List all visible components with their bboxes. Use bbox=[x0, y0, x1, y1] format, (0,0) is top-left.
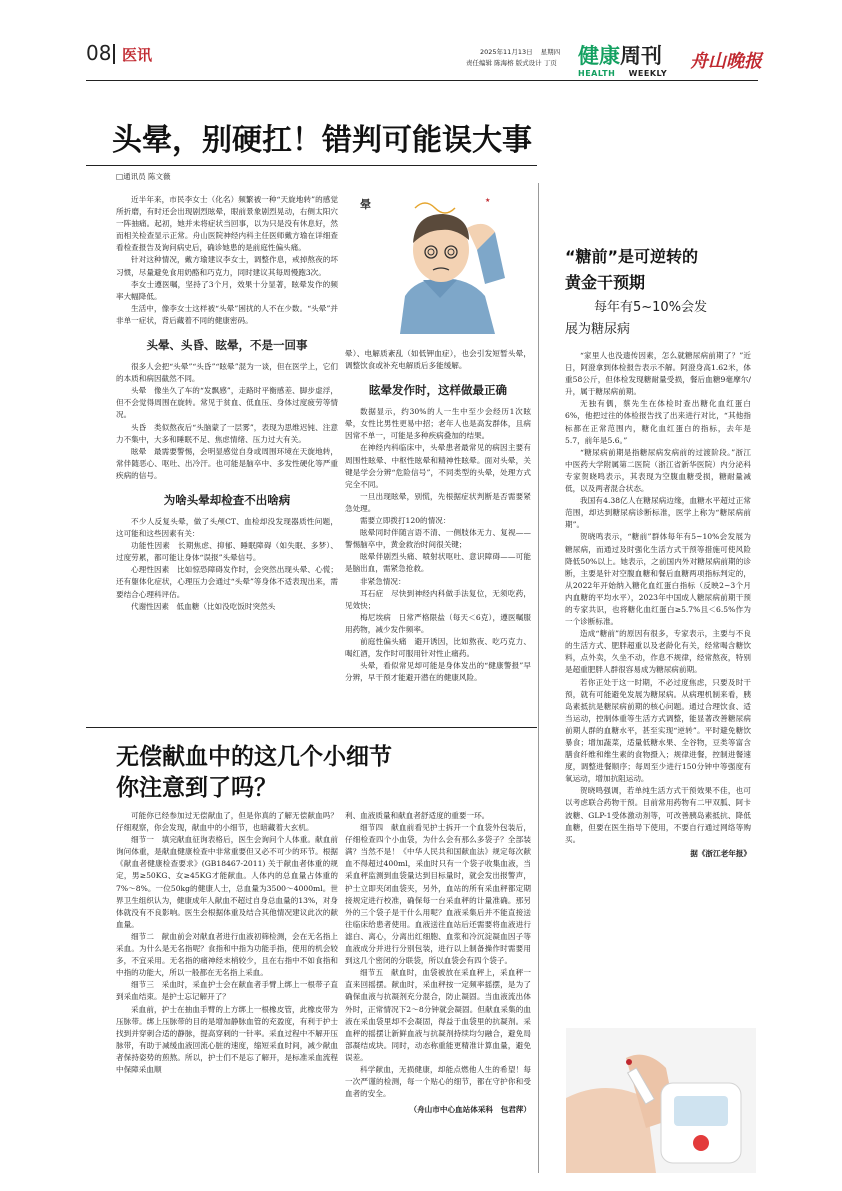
sidebar-source: 据《浙江老年报》 bbox=[690, 848, 751, 858]
article1-byline: □通讯员 陈文薇 bbox=[116, 172, 171, 181]
article1-paragraph: 眩晕 最需要警惕，会明显感觉自身或周围环境在天旋地转，常伴随恶心、呕吐、出冷汗。也可能是脑卒中、多发性硬化等严重疾病的信号。 bbox=[116, 446, 338, 480]
article1-paragraph: 梅尼埃病 日常严格限盐（每天＜6克），遵医嘱服用药物，减少发作频率。 bbox=[345, 612, 531, 634]
sidebar-body bbox=[565, 350, 751, 860]
svg-text:★: ★ bbox=[485, 197, 491, 204]
article1-paragraph: 眩晕同时伴随言语不清、一侧肢体无力、复视——警惕脑卒中，黄金救治时间很关键； bbox=[345, 528, 531, 550]
article1-paragraph: 耳石症 尽快到神经内科做手法复位，无须吃药，见效快； bbox=[345, 588, 531, 610]
brand-en bbox=[578, 69, 667, 78]
article1-paragraph: 功能性因素 长期焦虑、抑郁、睡眠障碍（如失眠、多梦）、过度劳累，都可能让身体“误报”头晕信号。 bbox=[116, 541, 338, 563]
article1-paragraph: 在神经内科临床中，头晕患者最常见的病因主要有周围性眩晕、中枢性眩晕和精神性眩晕。面对头晕，关键是学会分辨“危险信号”，不同类型的头晕，处理方式完全不同。 bbox=[345, 443, 531, 489]
article1-col2 bbox=[345, 348, 531, 684]
article2-paragraph: 细节三 采血时，采血护士会在献血者手臂上绑上一根带子直到采血结束。是护士忘记解开了？ bbox=[116, 980, 338, 1002]
article1-title: 头晕，别硬扛！错判可能误大事 bbox=[112, 123, 532, 158]
article2-paragraph: 细节四 献血前看见护士拆开一个血袋外包装后，仔细检查四个小血袋，为什么会有那么多袋子？全部装满？当然不是！《中华人民共和国献血法》规定每次献血不得超过400ml，采血时只有一个袋子收集血液，当采血秤监测到血袋量达到目标量时，就会发出报警声，护士立即夹闭血袋夹，另外，血站的所有采血秤都定期接规定进行校准，确保每一台采血秤的计量准确。那另外的三个袋子是干什么用呢？血液采集后并不能直接送往临床给患者使用。血液送往血站后还需要将血液进行滤白、离心，分离出红细胞、血浆和冷沉淀凝血因子等血液成分并进行分别包装，进行以上制备操作时需要用到这几个密闭的分联袋，所以血袋会有四个袋子。 bbox=[345, 823, 531, 966]
article2-title-line2: 你注意到了吗？ bbox=[116, 775, 277, 801]
article1-paragraph: 眩晕伴剧烈头痛、喷射状呕吐、意识障碍——可能是脑出血，需紧急抢救。 bbox=[345, 552, 531, 574]
article2-title-line1: 无偿献血中的这几个小细节 bbox=[116, 744, 392, 770]
header-divider bbox=[113, 44, 115, 64]
dizzy-illustration bbox=[345, 188, 527, 334]
sidebar-subtitle-line2: 展为糖尿病 bbox=[565, 322, 631, 337]
article2-source: （舟山市中心血站体采科 包君萍） bbox=[409, 1105, 531, 1115]
article1-paragraph: 头昏 类似熬夜后“头脑蒙了一层雾”，表现为思维迟钝、注意力不集中，大多和睡眠不足、焦虑情绪、压力过大有关。 bbox=[116, 422, 338, 444]
brand-en-2: WEEKLY bbox=[628, 69, 668, 78]
sidebar-subtitle-line1: 每年有5~10%会发 bbox=[594, 300, 708, 315]
page-number: 08 bbox=[86, 41, 112, 65]
dizzy-label: 晕 bbox=[360, 198, 371, 211]
glucose-meter-photo bbox=[566, 1028, 756, 1173]
sidebar-paragraph: 造成“糖前”的原因有很多，专家表示，主要与不良的生活方式、肥胖超重以及老龄化有关，经常喝含糖饮料，点外卖，久坐不动，作息不规律，经常熬夜，特别是超重肥胖人群很容易成为糖尿病前期。 bbox=[565, 629, 751, 675]
newspaper-logo: 舟山晚报 bbox=[690, 51, 762, 72]
article1-paragraph: 一旦出现眩晕，别慌，先根据症状判断是否需要紧急处理。 bbox=[345, 491, 531, 513]
header-date bbox=[480, 47, 560, 56]
subheading-no-disease: 为啥头晕却检查不出啥病 bbox=[163, 492, 291, 507]
brand-logo bbox=[578, 40, 690, 70]
article1-paragraph: 前庭性偏头痛 避开诱因，比如熬夜、吃巧克力、喝红酒，发作时可服用针对性止痛药。 bbox=[345, 636, 531, 659]
article1-paragraph: 心理性因素 比如惊恐障碍发作时，会突然出现头晕、心慌；还有躯体化症状，心理压力会通过“头晕”等身体不适表现出来，需要结合心理科评估。 bbox=[116, 565, 338, 599]
article2-paragraph: 科学献血，无损健康，却能点燃他人生的希望！每一次严谨的检测，每一个贴心的细节，都在守护你和受血者的安全。 bbox=[345, 1064, 531, 1099]
sidebar-paragraph: 我国有4.38亿人在糖尿病边缘，血糖水平超过正常范围，却达到糖尿病诊断标准，医学上称为“糖尿病前期”。 bbox=[565, 496, 751, 530]
article2-paragraph: 细节二 献血前会对献血者进行血液初筛检测，会在无名指上采血。为什么是无名指呢？食指和中指为功能手指，使用的机会较多，不宜采用。无名指的痛神经末梢较少，且在右指中不如食指和中指的功能大，所以一般都在无名指上采血。 bbox=[116, 931, 338, 978]
article1-paragraph: 针对这种情况，戴方瑜建议李女士，调整作息，戒掉熬夜的坏习惯，尽量避免食用奶酪和巧克力，同时建议其每周慢跑3次。 bbox=[116, 255, 338, 277]
brand-cn-1: 健康 bbox=[578, 44, 620, 68]
article1-paragraph: 数据显示，约30%的人一生中至少会经历1次眩晕，女性比男性更易中招；老年人也是高发群体，且病因常不单一，可能是多种疾病叠加的结果。 bbox=[345, 407, 531, 441]
article1-paragraph: 头晕 像坐久了车的“发飘感”，走路时平衡感差、脚步虚浮，但不会觉得周围在旋转。常见于贫血、低血压、身体过度疲劳等情况。 bbox=[116, 386, 338, 420]
article1-paragraph: 非紧急情况： bbox=[360, 576, 406, 586]
article1-col1 bbox=[116, 194, 338, 613]
sidebar-title-line2: 黄金干预期 bbox=[565, 273, 646, 292]
subheading-vertigo-action: 眩晕发作时，这样做最正确 bbox=[369, 383, 507, 398]
weekday-text: 星期四 bbox=[540, 48, 561, 56]
article1-paragraph: 近半年来，市民李女士（化名）频繁被一种“天旋地转”的感觉所折磨，有时还会出现剧烈眩晕，眼前景象剧烈晃动，右侧太阳穴一阵抽痛。起初，她并未将症状当回事，以为只是没有休息好，然而相关检查显示正常。舟山医院神经内科主任医师戴方瑜在详细查看检查报告及询问病史后，确诊她患的是前庭性偏头痛。 bbox=[116, 195, 338, 253]
subheading-dizzy-types: 头晕、头昏、眩晕，不是一回事 bbox=[146, 338, 308, 353]
article2-paragraph: 可能你已经参加过无偿献血了，但是你真的了解无偿献血吗？仔细观察，你会发现，献血中的小细节，也暗藏着大玄机。 bbox=[116, 811, 338, 833]
article1-paragraph: 代谢性因素 低血糖（比如没吃饭时突然头 bbox=[131, 601, 276, 611]
article1-paragraph: 晕）、电解质紊乱（如低钾血症），也会引发短暂头晕，调整饮食或补充电解质后多能缓解。 bbox=[345, 349, 531, 371]
sidebar-paragraph: 若你正处于这一时期，不必过度焦虑，只要及时干预，就有可能避免发展为糖尿病。从病理机制来看，胰岛素抵抗是糖尿病前期的核心问题。通过合理饮食、适当运动，控制体重等生活方式调整，能显著改善糖尿病前期人群的血糖水平，甚至实现“逆转”。平时避免糖饮暴食；增加蔬菜，适量低糖水果、全谷物，豆类等富含膳食纤维和维生素的食物摄入；规律进餐，控制进餐速度，调整进餐顺序；每周至少进行150分钟中等强度有氧运动，增加抗阻运动。 bbox=[565, 677, 751, 784]
article2-paragraph: 细节五 献血时，血袋被放在采血秤上，采血秤一直来回摇摆。献血时，采血秤按一定频率摇摆，是为了确保血液与抗凝剂充分混合，防止凝固。当血液流出体外时，正常情况下2～8分钟就会凝固。但献血采集的血液在采血袋里却不会凝固，得益于血袋里的抗凝剂。采血秤的摇摆让新鲜血液与抗凝剂持续均匀融合，避免局部凝结成块。同时，动态称重能更精准计算血量，避免误差。 bbox=[345, 968, 531, 1062]
article1-paragraph: 很多人会把“头晕”“头昏”“眩晕”混为一谈，但在医学上，它们的本质和病因截然不同。 bbox=[116, 362, 338, 384]
sidebar-paragraph: 贺晓鸣强调，若单纯生活方式干预效果不佳，也可以考虑联合药物干预。目前常用药物有二甲双胍、阿卡波糖、GLP-1受体激动剂等，可改善胰岛素抵抗、降低血糖，但要在医生指导下使用，不要自行通过网络等购买。 bbox=[565, 786, 751, 844]
sidebar-paragraph: “家里人也没遗传因素，怎么就糖尿病前期了？”近日，阿澄拿到体检报告表示不解。阿澄身高1.62米，体重58公斤，但体检发现糖耐量受损，餐后血糖9毫摩尔/升，属于糖尿病前期。 bbox=[565, 351, 751, 397]
sidebar-paragraph: “糖尿病前期是指糖尿病发病前的过渡阶段。”浙江中医药大学附属第二医院（浙江省新华医院）内分泌科专家贺晓鸣表示，其表现为空腹血糖受损，糖耐量减低，以及两者混合状态。 bbox=[565, 447, 751, 494]
article1-paragraph: 不少人反复头晕，做了头颅CT、血检却没发现器质性问题，这可能和这些因素有关： bbox=[116, 516, 338, 539]
section-name: 医讯 bbox=[122, 46, 153, 64]
article1-paragraph: 生活中，像李女士这样被“头晕”困扰的人不在少数。“头晕”并非单一症状，背后藏着不同的健康密码。 bbox=[116, 303, 338, 325]
sidebar-paragraph: 贺晓鸣表示，“糖前”群体每年有5~10%会发展为糖尿病，而通过及时强化生活方式干预等措施可使风险降低50%以上。她表示，之前国内外对糖尿病前期的诊断，主要是针对空腹血糖和餐后血糖两项指标判定的，从2022年开始纳入糖化血红蛋白指标（反映2~3个月内血糖的平均水平），2023年中国成人糖尿病前期干预的专家共识，也将糖化血红蛋白≥5.7%且＜6.5%作为一个诊断标准。 bbox=[565, 532, 751, 627]
article2-top-rule bbox=[86, 727, 537, 728]
brand-cn-2: 周刊 bbox=[620, 44, 662, 68]
date-text: 2025年11月13日 bbox=[480, 48, 533, 56]
article2-paragraph: 利、血液质量和献血者舒适度的重要一环。 bbox=[345, 811, 490, 820]
article2-col1 bbox=[116, 810, 338, 1076]
article1-paragraph: 头晕，看似常见却可能是身体发出的“健康警报”早分辨，早干预才能避开潜在的健康风险。 bbox=[345, 661, 531, 683]
header-editors: 责任编辑 陈海榕 版式设计 丁页 bbox=[466, 59, 557, 67]
sidebar-title-line1: “糖前”是可逆转的 bbox=[565, 247, 699, 266]
article1-paragraph: 李女士遵医嘱，坚持了3个月，效果十分显著，眩晕发作的频率大幅降低。 bbox=[116, 279, 338, 301]
header-rule bbox=[86, 80, 758, 81]
article1-rule bbox=[86, 165, 537, 166]
brand-en-1: HEALTH bbox=[578, 69, 616, 78]
article2-paragraph: 采血前，护士在抽血手臂的上方绑上一根橡皮管，此橡皮带为压脉带。绑上压脉带的目的是增加静脉血管的充盈度，有利于护士找到并穿刺合适的静脉，提高穿刺的一针率。采血过程中不解开压脉带，有助于减缓血液回流心脏的速度，缩短采血时间，减少献血者保持姿势的煎熬。所以，护士们不是忘了解开，是标准采血流程中保障采血顺 bbox=[116, 1004, 338, 1074]
article2-paragraph: 细节一 填完献血征询表格后，医生会询问个人体重。献血前询问体重，是献血健康检查中非常重要但又必不可少的环节。根据《献血者健康检查要求》(GB18467-2011) 关于献血者体重的规定，男≥50KG、女≥45KG才能献血。人体内的总血量占体重的7%～8%。一位50kg的健康人士，总血量为3500～4000ml。世界卫生组织认为，健康成年人献血不超过自身总血量的13%，对身体就没有不良影响。医生会根据体重及结合其他情况建议此次的献血量。 bbox=[116, 835, 338, 929]
sidebar-paragraph: 无独有偶，蔡先生在体检时查出糖化血红蛋白6%，他把过往的体检报告找了出来进行对比，“其他指标都在正常范围内，糖化血红蛋白的指标，去年是5.7，前年是5.6。” bbox=[565, 399, 751, 445]
article2-col2 bbox=[345, 810, 531, 1116]
sidebar-divider bbox=[538, 183, 539, 1173]
article1-paragraph: 需要立即拨打120的情况： bbox=[360, 516, 451, 526]
